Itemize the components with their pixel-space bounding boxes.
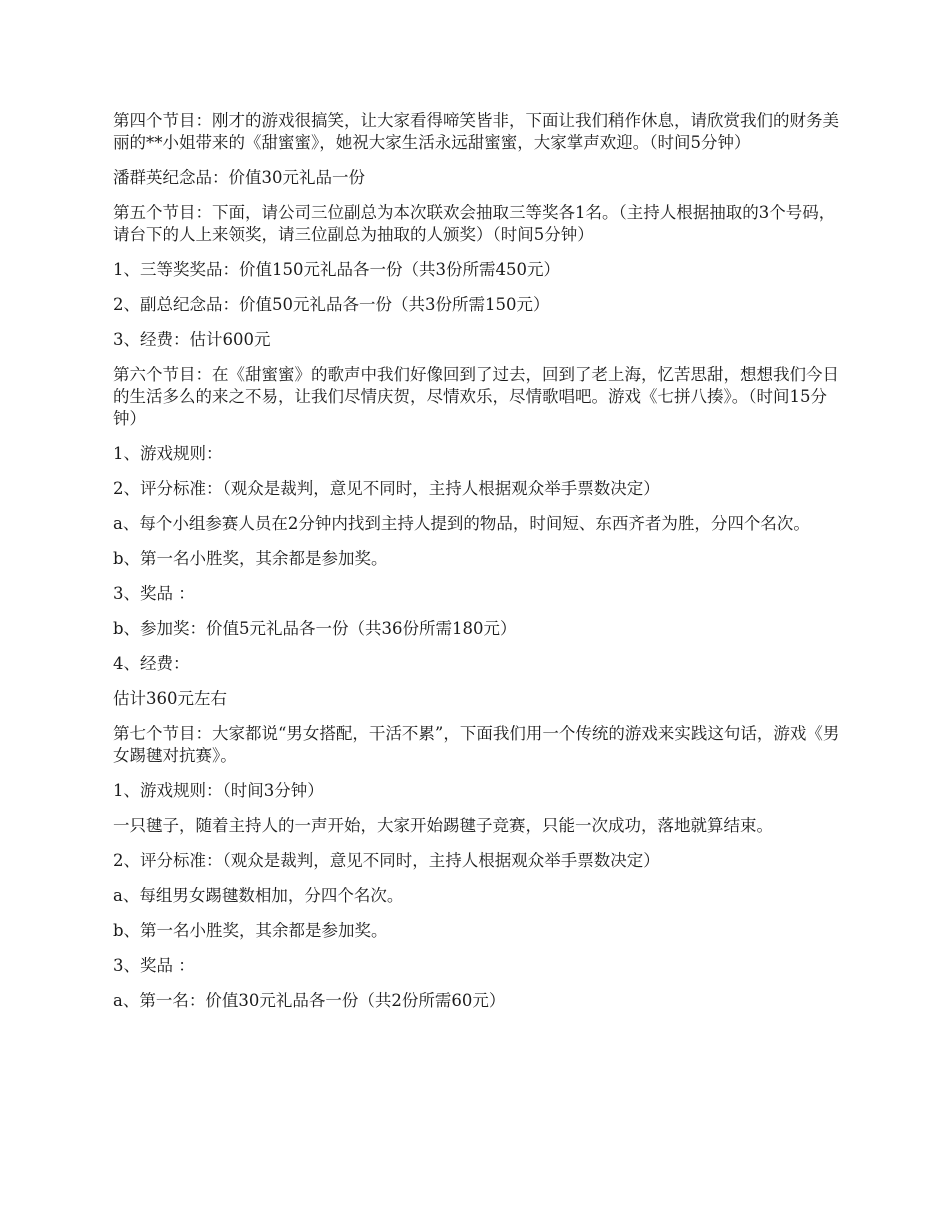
game-rules-heading: 1、游戏规则：: [113, 444, 223, 463]
scoring-criteria-line: 2、评分标准：（观众是裁判，意见不同时，主持人根据观众举手票数决定）: [113, 479, 660, 498]
budget-heading: 4、经费：: [113, 654, 190, 673]
first-prize-line: a、第一名：价值30元礼品各一份（共2份所需60元）: [113, 991, 506, 1010]
program-4-paragraph: 第四个节目：刚才的游戏很搞笑，让大家看得啼笑皆非，下面让我们稍作休息，请欣赏我们的财务美丽的**小姐带来的《甜蜜蜜》，她祝大家生活永远甜蜜蜜，大家掌声欢迎。（时间5分钟）: [113, 111, 839, 152]
budget-line: 3、经费：估计600元: [113, 330, 271, 349]
program-5-paragraph: 第五个节目：下面，请公司三位副总为本次联欢会抽取三等奖各1名。（主持人根据抽取的3个号码，请台下的人上来领奖，请三位副总为抽取的人颁奖）（时间5分钟）: [113, 203, 836, 244]
souvenir-line: 潘群英纪念品：价值30元礼品一份: [113, 168, 365, 187]
prizes-heading: 3、奖品 ：: [113, 584, 195, 603]
rule-b-line-2: b、第一名小胜奖，其余都是参加奖。: [113, 921, 388, 940]
prizes-heading-2: 3、奖品 ：: [113, 956, 195, 975]
game-rules-time-line: 1、游戏规则：（时间3分钟）: [113, 781, 324, 800]
rule-a-line-2: a、每组男女踢毽数相加，分四个名次。: [113, 886, 404, 905]
participation-prize-line: b、参加奖：价值5元礼品各一份（共36份所需180元）: [113, 619, 517, 638]
vp-souvenir-line: 2、副总纪念品：价值50元礼品各一份（共3份所需150元）: [113, 295, 550, 314]
rule-b-line: b、第一名小胜奖，其余都是参加奖。: [113, 549, 388, 568]
scoring-criteria-line-2: 2、评分标准：（观众是裁判，意见不同时，主持人根据观众举手票数决定）: [113, 851, 660, 870]
shuttlecock-rule-line: 一只毽子，随着主持人的一声开始，大家开始踢毽子竞赛，只能一次成功，落地就算结束。: [113, 816, 773, 835]
program-6-paragraph: 第六个节目：在《甜蜜蜜》的歌声中我们好像回到了过去，回到了老上海，忆苦思甜，想想我们今日的生活多么的来之不易，让我们尽情庆贺，尽情欢乐，尽情歌唱吧。游戏《七拼八揍》。（时间15分钟）: [113, 365, 839, 428]
budget-estimate-line: 估计360元左右: [113, 689, 227, 708]
third-prize-line: 1、三等奖奖品：价值150元礼品各一份（共3份所需450元）: [113, 260, 560, 279]
document-page: [113, 110, 843, 1025]
rule-a-line: a、每个小组参赛人员在2分钟内找到主持人提到的物品，时间短、东西齐者为胜，分四个名次。: [113, 514, 810, 533]
program-7-paragraph: 第七个节目：大家都说“男女搭配，干活不累”，下面我们用一个传统的游戏来实践这句话，游戏《男女踢毽对抗赛》。: [113, 724, 840, 765]
